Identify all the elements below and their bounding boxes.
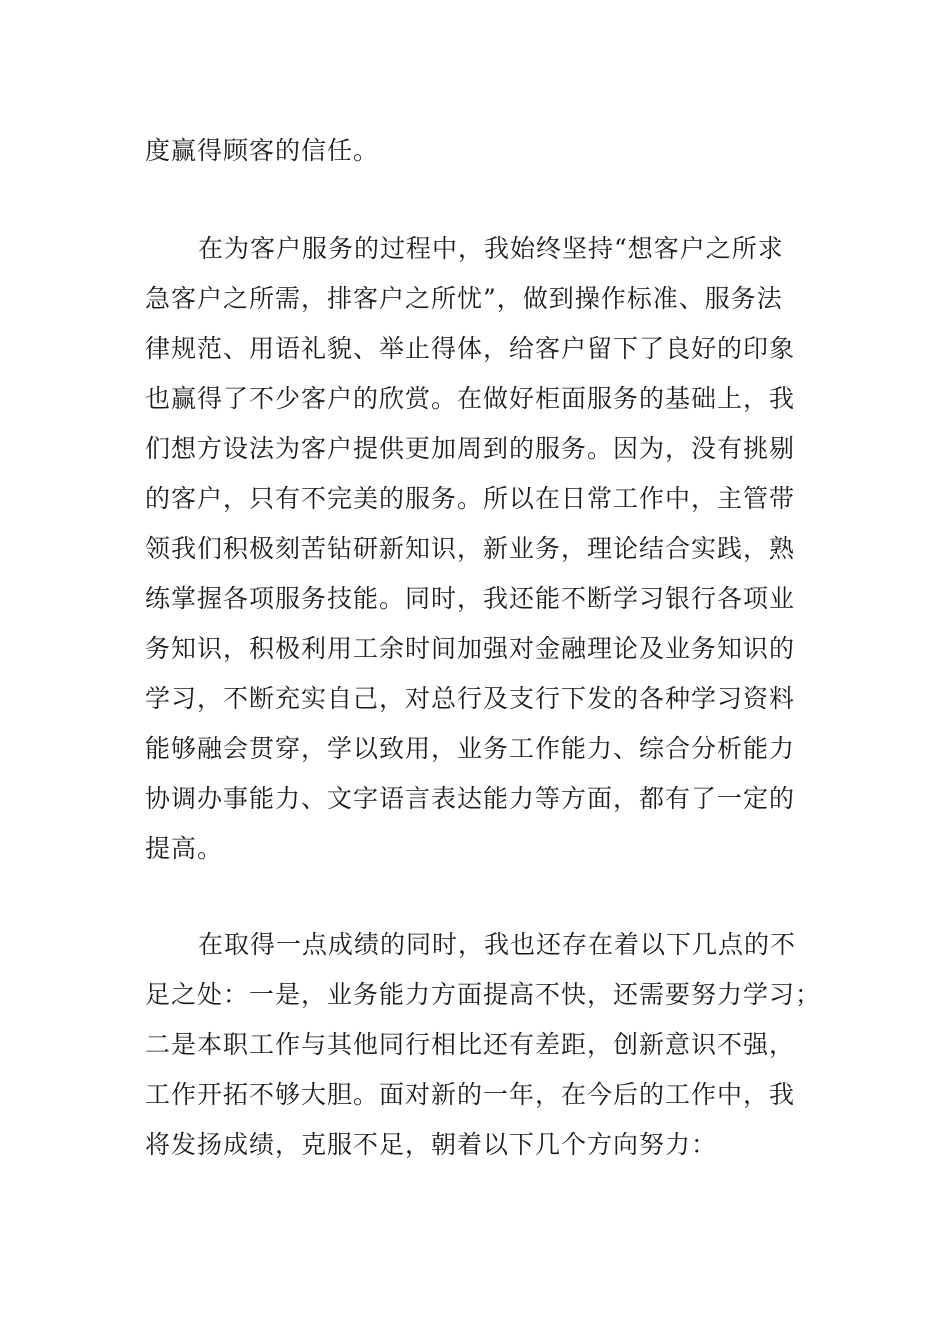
- paragraph-2-line-3: 律规范、用语礼貌、举止得体，给客户留下了良好的印象: [145, 334, 796, 363]
- paragraph-2-line-5: 们想方设法为客户提供更加周到的服务。因为，没有挑剔: [145, 434, 796, 463]
- paragraph-2-line-13: 提高。: [145, 834, 224, 863]
- paragraph-2-line-7: 领我们积极刻苦钻研新知识，新业务，理论结合实践，熟: [145, 534, 796, 563]
- paragraph-3-line-1: 在取得一点成绩的同时，我也还存在着以下几点的不: [198, 930, 797, 959]
- paragraph-2-line-6: 的客户，只有不完美的服务。所以在日常工作中，主管带: [145, 484, 796, 513]
- paragraph-2-line-4: 也赢得了不少客户的欣赏。在做好柜面服务的基础上，我: [145, 384, 796, 413]
- paragraph-2-line-1: 在为客户服务的过程中，我始终坚持“想客户之所求: [198, 234, 784, 263]
- paragraph-2-line-12: 协调办事能力、文字语言表达能力等方面，都有了一定的: [145, 784, 796, 813]
- paragraph-2-line-2: 急客户之所需，排客户之所忧”，做到操作标准、服务法: [145, 284, 783, 313]
- paragraph-3-line-3: 二是本职工作与其他同行相比还有差距，创新意识不强，: [145, 1030, 796, 1059]
- paragraph-3-line-2: 足之处：一是，业务能力方面提高不快，还需要努力学习；: [145, 980, 822, 1009]
- paragraph-2-line-10: 学习，不断充实自己，对总行及支行下发的各种学习资料: [145, 684, 796, 713]
- paragraph-2-line-9: 务知识，积极利用工余时间加强对金融理论及业务知识的: [145, 634, 796, 663]
- paragraph-3-line-4: 工作开拓不够大胆。面对新的一年，在今后的工作中，我: [145, 1080, 796, 1109]
- paragraph-3-line-5: 将发扬成绩，克服不足，朝着以下几个方向努力：: [145, 1130, 718, 1159]
- paragraph-2-line-11: 能够融会贯穿，学以致用，业务工作能力、综合分析能力: [145, 734, 796, 763]
- paragraph-2-line-8: 练掌握各项服务技能。同时，我还能不断学习银行各项业: [145, 584, 796, 613]
- paragraph-1-line-1: 度赢得顾客的信任。: [145, 136, 380, 165]
